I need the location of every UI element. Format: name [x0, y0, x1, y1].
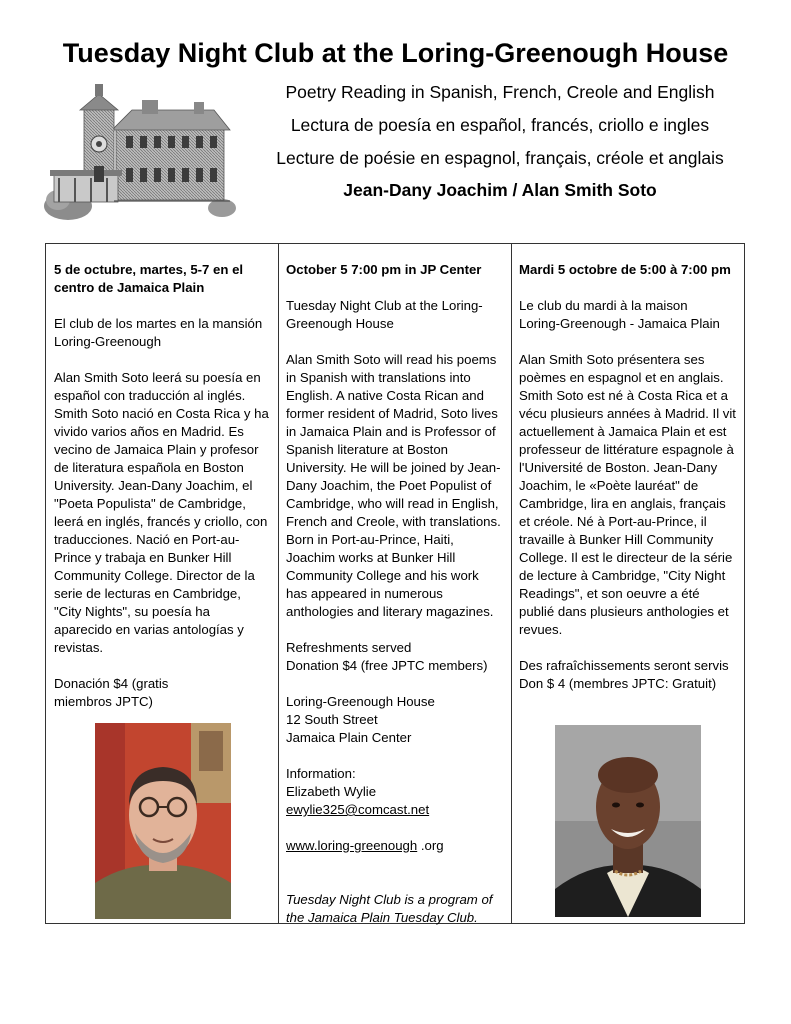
french-column	[512, 244, 744, 923]
english-intro: Tuesday Night Club at the Loring-Greenough House	[286, 298, 483, 331]
french-intro: Le club du mardi à la maison Loring-Greenough - Jamaica Plain	[519, 298, 720, 331]
spanish-intro: El club de los martes en la mansión Loring-Greenough	[54, 316, 263, 349]
french-refreshments: Des rafraîchissements seront servis Don $ 4 (membres JPTC: Gratuit)	[519, 657, 738, 693]
contact-info: Information: Elizabeth Wylie ewylie325@comcast.net	[286, 765, 503, 819]
english-column	[279, 244, 512, 923]
jean-dany-joachim-photo	[555, 725, 701, 917]
english-refreshments: Refreshments served Donation $4 (free JPTC members)	[286, 639, 503, 675]
french-heading: Mardi 5 octobre de 5:00 à 7:00 pm	[519, 262, 731, 277]
loring-greenough-house-illustration	[44, 80, 236, 220]
english-heading: October 5 7:00 pm in JP Center	[286, 262, 482, 277]
authors: Jean-Dany Joachim / Alan Smith Soto	[343, 180, 657, 200]
spanish-heading: 5 de octubre, martes, 5-7 en el centro de Jamaica Plain	[54, 262, 244, 295]
spanish-donation: Donación $4 (gratis miembros JPTC)	[54, 676, 169, 709]
venue-address: Loring-Greenough House 12 South Street Jamaica Plain Center	[286, 694, 435, 745]
subtitle-english: Poetry Reading in Spanish, French, Creole and English	[285, 82, 715, 102]
page-title: Tuesday Night Club at the Loring-Greenough House	[62, 38, 729, 68]
subtitle-spanish: Lectura de poesía en español, francés, criollo e ingles	[290, 115, 710, 135]
info-table	[45, 243, 745, 924]
website: www.loring-greenough .org	[286, 838, 444, 853]
program-footnote: Tuesday Night Club is a program of the Jamaica Plain Tuesday Club.	[286, 892, 493, 925]
english-description: Alan Smith Soto will read his poems in Spanish with translations into English. A native Costa Rican and former resident of Madrid, Soto lives in Jamaica Plain and is Professor of Spanish literature at Boston University. He will be joined by Jean-Dany Joachim, the Poet Populist of Cambridge, who will read in English, French and Creole, with translations. Born in Port-au-Prince, Haiti, Joachim works at Bunker Hill Community College and his work has appeared in numerous anthologies and literary magazines.	[286, 352, 501, 619]
alan-smith-soto-photo	[95, 723, 231, 919]
french-donation: Don $ 4 (membres JPTC: Gratuit)	[519, 676, 717, 691]
contact-email-link[interactable]: ewylie325@comcast.net	[286, 802, 430, 817]
french-description: Alan Smith Soto présentera ses poèmes en espagnol et en anglais. Smith Soto est né à Costa Rica et a vécu plusieurs années à Madrid. Il vit actuellement à Jamaica Plain et est professeur de littérature espagnole à l'Université de Boston. Jean-Dany Joachim, le «Poète lauréat" de Cambridge, lira en anglais, français et créole. Né à Port-au-Prince, il travaille à Bunker Hill Community College. Il est le directeur de la série de lecture à Cambridge, "City Night Readings", et son oeuvre a été publié dans plusieurs anthologies et revues.	[519, 352, 736, 637]
subtitle-french: Lecture de poésie en espagnol, français, créole et anglais	[276, 148, 724, 168]
spanish-description: Alan Smith Soto leerá su poesía en español con traducción al inglés. Smith Soto nació en Costa Rica y ha vivido varios años en Madrid. Es vecino de Jamaica Plain y profesor de literatura española en Boston University. Jean-Dany Joachim, el "Poeta Populista" de Cambridge, leerá en inglés, francés y criollo, con traducciones. Nació en Port-au-Prince y trabaja en Bunker Hill Community College. Director de la serie de lecturas en Cambridge, "City Nights", su poesía ha aparecido en varias antologías y revistas.	[54, 370, 269, 655]
english-donation: Donation $4 (free JPTC members)	[286, 658, 488, 673]
website-link[interactable]: www.loring-greenough	[286, 838, 418, 853]
spanish-column	[46, 244, 279, 923]
